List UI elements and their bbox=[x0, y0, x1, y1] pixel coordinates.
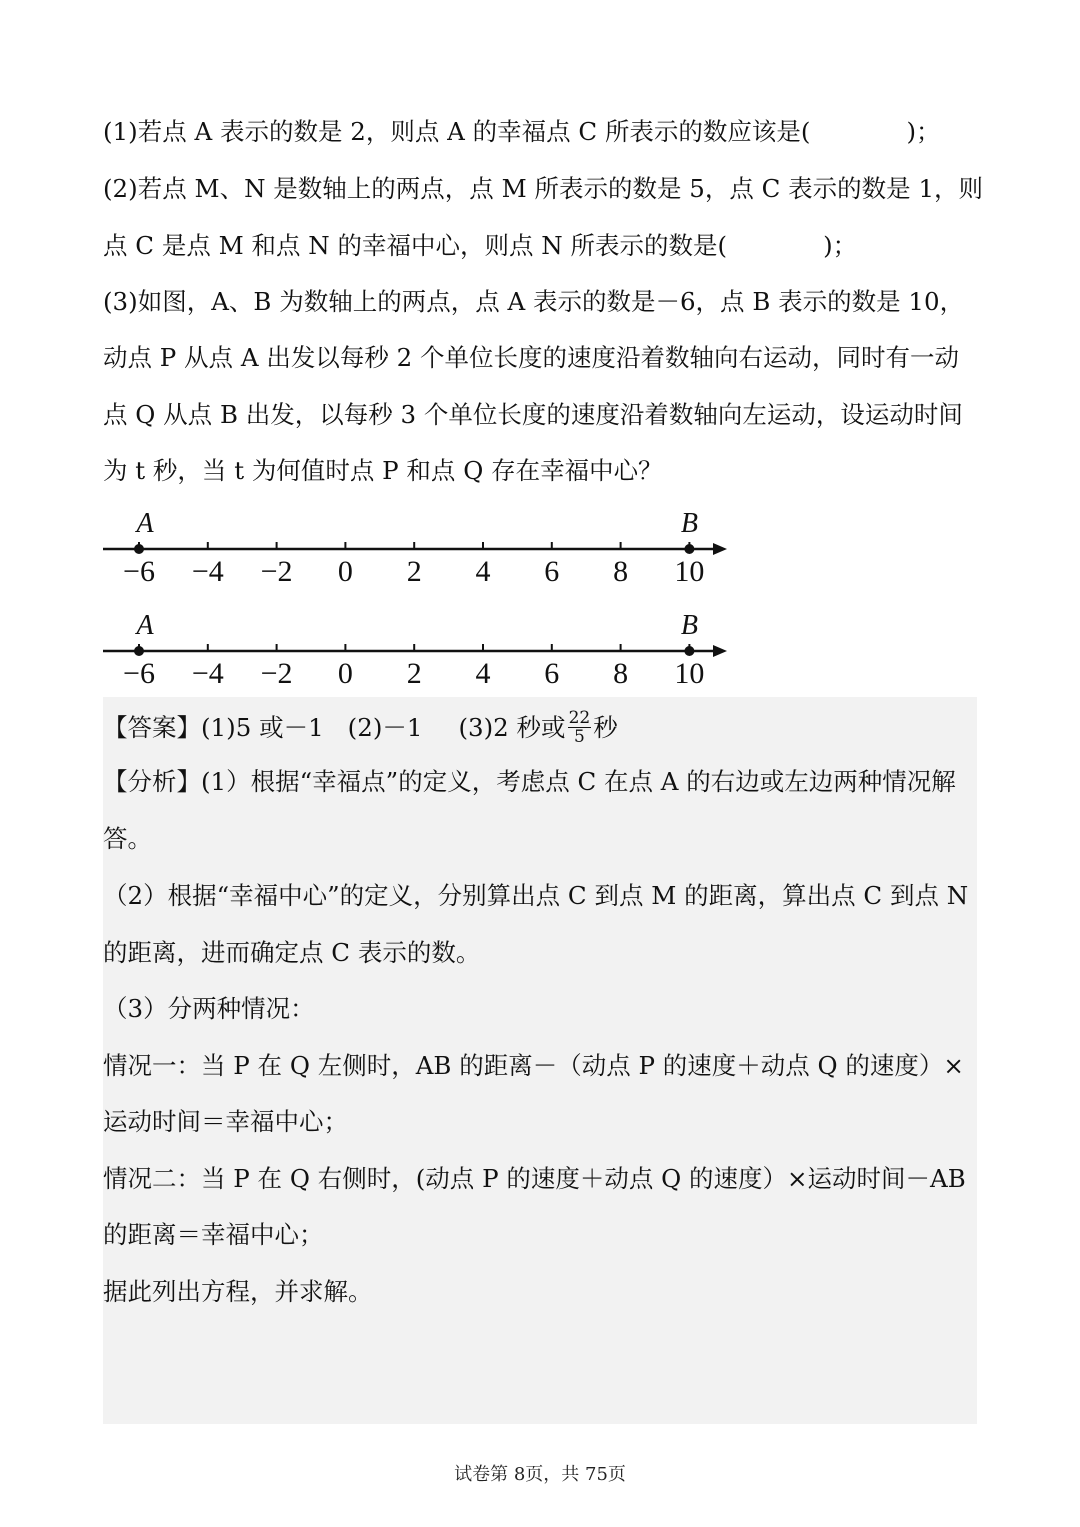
question-line-1-end: )； bbox=[906, 117, 941, 146]
point-a-label: A bbox=[136, 610, 154, 641]
point-b-dot bbox=[684, 544, 694, 554]
question-line-3-end: )； bbox=[823, 231, 858, 260]
tick-label: 6 bbox=[544, 555, 560, 588]
tick-label: 4 bbox=[475, 657, 491, 690]
answer-label: 【答案】 bbox=[103, 713, 201, 742]
tick-label: −2 bbox=[260, 555, 293, 588]
answer-fraction bbox=[568, 709, 592, 746]
point-b-dot bbox=[684, 646, 694, 656]
answer-part-2: (2)－1 bbox=[347, 713, 423, 742]
question-line-1-text: (1)若点 A 表示的数是 2，则点 A 的幸福点 C 所表示的数应该是( bbox=[103, 117, 811, 146]
point-a-dot bbox=[134, 544, 144, 554]
tick-label: 8 bbox=[613, 657, 629, 690]
point-b-label: B bbox=[680, 508, 698, 539]
analysis-line-2: 答。 bbox=[103, 824, 152, 853]
fraction-numerator: 22 bbox=[568, 708, 591, 728]
analysis-line-7: 运动时间＝幸福中心； bbox=[103, 1107, 348, 1136]
number-line-1 bbox=[95, 505, 745, 595]
tick-label: 2 bbox=[406, 555, 422, 588]
tick-label: 10 bbox=[674, 657, 705, 690]
analysis-line-5: （3）分两种情况： bbox=[103, 994, 315, 1023]
question-line-6: 点 Q 从点 B 出发，以每秒 3 个单位长度的速度沿着数轴向左运动，设运动时间 bbox=[103, 400, 963, 429]
question-line-7: 为 t 秒，当 t 为何值时点 P 和点 Q 存在幸福中心？ bbox=[103, 456, 663, 485]
question-line-1 bbox=[103, 117, 941, 147]
tick-label: −6 bbox=[123, 657, 155, 690]
tick-label: 8 bbox=[613, 555, 629, 588]
tick-label: 10 bbox=[674, 555, 705, 588]
tick-label: −4 bbox=[191, 555, 224, 588]
question-line-2: (2)若点 M、N 是数轴上的两点，点 M 所表示的数是 5，点 C 表示的数是 1，则 bbox=[103, 174, 984, 203]
answer-part-1: (1)5 或－1 bbox=[201, 713, 324, 742]
point-a-label: A bbox=[136, 508, 154, 539]
tick-label: 0 bbox=[337, 657, 353, 690]
analysis-line-4: 的距离，进而确定点 C 表示的数。 bbox=[103, 938, 481, 967]
page-footer: 试卷第 8页，共 75页 bbox=[454, 1464, 626, 1485]
analysis-line-6: 情况一：当 P 在 Q 左侧时，AB 的距离－（动点 P 的速度＋动点 Q 的速度）× bbox=[103, 1051, 964, 1080]
number-line-2 bbox=[95, 607, 745, 697]
tick-label: −6 bbox=[123, 555, 155, 588]
axis-arrow bbox=[713, 645, 727, 657]
tick-label: 2 bbox=[406, 657, 422, 690]
tick-label: −2 bbox=[260, 657, 293, 690]
point-b-label: B bbox=[680, 610, 698, 641]
answer-line bbox=[103, 708, 618, 748]
analysis-line-8: 情况二：当 P 在 Q 右侧时，(动点 P 的速度＋动点 Q 的速度）×运动时间－AB bbox=[103, 1164, 966, 1193]
axis-arrow bbox=[713, 543, 727, 555]
analysis-line-10: 据此列出方程，并求解。 bbox=[103, 1277, 373, 1306]
tick-label: 4 bbox=[475, 555, 491, 588]
fraction-denominator: 5 bbox=[573, 727, 585, 747]
question-line-3-text: 点 C 是点 M 和点 N 的幸福中心，则点 N 所表示的数是( bbox=[103, 231, 728, 260]
tick-label: 6 bbox=[544, 657, 560, 690]
question-line-5: 动点 P 从点 A 出发以每秒 2 个单位长度的速度沿着数轴向右运动，同时有一动 bbox=[103, 343, 959, 372]
question-line-3 bbox=[103, 231, 857, 261]
tick-label: 0 bbox=[337, 555, 353, 588]
point-a-dot bbox=[134, 646, 144, 656]
answer-part-3-suffix: 秒 bbox=[593, 713, 618, 742]
answer-part-3-prefix: (3)2 秒或 bbox=[458, 713, 566, 742]
analysis-line-9: 的距离＝幸福中心； bbox=[103, 1220, 324, 1249]
tick-label: −4 bbox=[191, 657, 224, 690]
analysis-line-3: （2）根据“幸福中心”的定义，分别算出点 C 到点 M 的距离，算出点 C 到点 N bbox=[103, 881, 969, 910]
question-line-4: (3)如图，A、B 为数轴上的两点，点 A 表示的数是－6，点 B 表示的数是 10， bbox=[103, 287, 965, 316]
analysis-line-1: 【分析】(1）根据“幸福点”的定义，考虑点 C 在点 A 的右边或左边两种情况解 bbox=[103, 767, 956, 796]
